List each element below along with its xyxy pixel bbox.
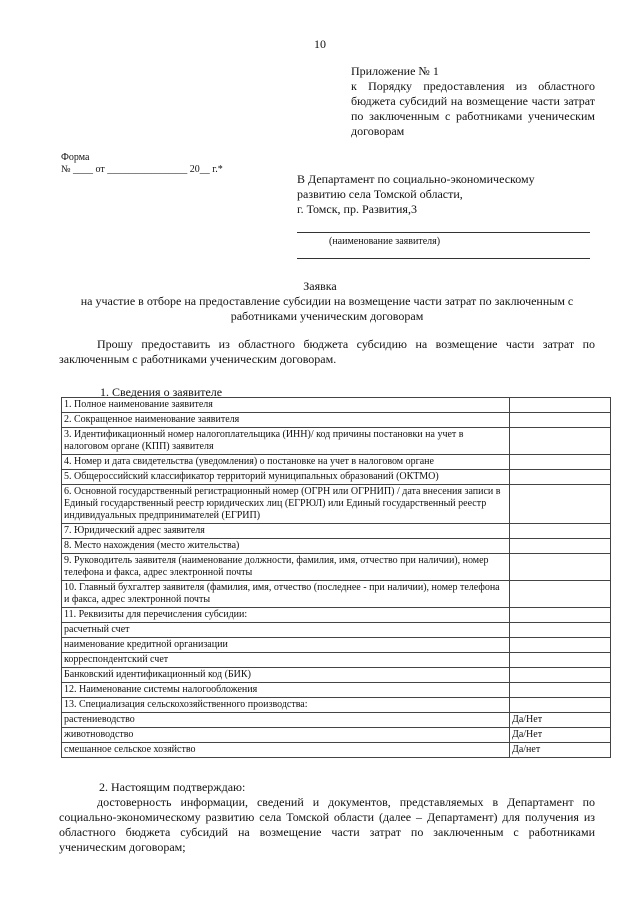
row-label: корреспондентский счет bbox=[62, 653, 510, 668]
row-label: 10. Главный бухгалтер заявителя (фамилия, имя, отчество (последнее - при наличии), номер телефона и факса, адрес электронной почты bbox=[62, 581, 510, 608]
table-row bbox=[62, 698, 611, 713]
row-label: 1. Полное наименование заявителя bbox=[62, 398, 510, 413]
table-row bbox=[62, 428, 611, 455]
applicant-name-caption: (наименование заявителя) bbox=[329, 236, 441, 247]
table-row bbox=[62, 413, 611, 428]
row-label: 2. Сокращенное наименование заявителя bbox=[62, 413, 510, 428]
row-label: 4. Номер и дата свидетельства (уведомления) о постановке на учет в налоговом органе bbox=[62, 455, 510, 470]
annex-title: Приложение № 1 bbox=[351, 64, 439, 78]
row-label: Банковский идентификационный код (БИК) bbox=[62, 668, 510, 683]
row-label: наименование кредитной организации bbox=[62, 638, 510, 653]
applicant-name-field-2[interactable] bbox=[297, 258, 590, 259]
table-row bbox=[62, 638, 611, 653]
request-paragraph: Прошу предоставить из областного бюджета субсидию на возмещение части затрат по заключенным с работниками ученическим договорам. bbox=[59, 337, 595, 366]
form-number-line: № ____ от ________________ 20__ г.* bbox=[61, 164, 223, 175]
table-row bbox=[62, 581, 611, 608]
row-value-cell[interactable] bbox=[510, 398, 611, 413]
confirmation-paragraph: достоверность информации, сведений и документов, представляемых в Департамент по социально-экономическому развитию села Томской области (далее – Департамент) для получения из областного бюджета субсидий на возмещение части затрат по заключенным с работниками ученическим договорам; bbox=[59, 795, 595, 854]
row-value-cell[interactable] bbox=[510, 668, 611, 683]
table-row bbox=[62, 653, 611, 668]
table-row bbox=[62, 485, 611, 524]
applicant-info-table bbox=[61, 397, 611, 758]
table-row bbox=[62, 623, 611, 638]
row-label: 9. Руководитель заявителя (наименование должности, фамилия, имя, отчество при наличии), номер телефона и факса, адрес электронной почты bbox=[62, 554, 510, 581]
table-row bbox=[62, 713, 611, 728]
table-row bbox=[62, 398, 611, 413]
row-value-cell[interactable] bbox=[510, 653, 611, 668]
row-label: 12. Наименование системы налогообложения bbox=[62, 683, 510, 698]
annex-body: к Порядку предоставления из областного бюджета субсидий на возмещение части затрат по заключенным с работниками ученическим договорам bbox=[351, 79, 595, 138]
row-value-cell[interactable] bbox=[510, 455, 611, 470]
addressee-line-2: развитию села Томской области, bbox=[297, 187, 463, 201]
row-value-cell[interactable] bbox=[510, 428, 611, 455]
row-value-cell[interactable] bbox=[510, 608, 611, 623]
row-label: 8. Место нахождения (место жительства) bbox=[62, 539, 510, 554]
section-1-title: 1. Сведения о заявителе bbox=[100, 385, 223, 399]
row-label: 13. Специализация сельскохозяйственного производства: bbox=[62, 698, 510, 713]
addressee-line-3: г. Томск, пр. Развития,3 bbox=[297, 202, 417, 216]
row-label: 3. Идентификационный номер налогоплательщика (ИНН)/ код причины постановки на учет в налоговом органе (КПП) заявителя bbox=[62, 428, 510, 455]
row-value-cell[interactable] bbox=[510, 539, 611, 554]
row-value-cell[interactable] bbox=[510, 623, 611, 638]
addressee-line-1: В Департамент по социально-экономическому bbox=[297, 172, 535, 186]
table-row bbox=[62, 608, 611, 623]
row-label: растениеводство bbox=[62, 713, 510, 728]
form-number-block bbox=[61, 152, 223, 176]
row-label: 5. Общероссийский классификатор территорий муниципальных образований (ОКТМО) bbox=[62, 470, 510, 485]
table-row bbox=[62, 668, 611, 683]
form-label: Форма bbox=[61, 152, 90, 163]
row-value-cell[interactable] bbox=[510, 524, 611, 539]
row-value-cell[interactable]: Да/Нет bbox=[510, 713, 611, 728]
section-2-title: 2. Настоящим подтверждаю: bbox=[99, 780, 246, 794]
row-value-cell[interactable] bbox=[510, 413, 611, 428]
row-value-cell[interactable]: Да/Нет bbox=[510, 728, 611, 743]
document-subtitle: на участие в отборе на предоставление субсидии на возмещение части затрат по заключенным с работниками ученическим договорам bbox=[80, 294, 574, 323]
row-label: 11. Реквизиты для перечисления субсидии: bbox=[62, 608, 510, 623]
row-value-cell[interactable] bbox=[510, 581, 611, 608]
row-label: 6. Основной государственный регистрационный номер (ОГРН или ОГРНИП) / дата внесения записи в Единый государственный реестр юридических лиц (ЕГРЮЛ) или Единый государственный реестр индивидуальных предпринимателей (ЕГРИП) bbox=[62, 485, 510, 524]
row-label: смешанное сельское хозяйство bbox=[62, 743, 510, 758]
table-row bbox=[62, 455, 611, 470]
row-value-cell[interactable] bbox=[510, 683, 611, 698]
table-row bbox=[62, 554, 611, 581]
document-title: Заявка bbox=[303, 279, 337, 293]
row-label: расчетный счет bbox=[62, 623, 510, 638]
table-row bbox=[62, 539, 611, 554]
row-value-cell[interactable] bbox=[510, 554, 611, 581]
row-value-cell[interactable] bbox=[510, 470, 611, 485]
row-value-cell[interactable]: Да/нет bbox=[510, 743, 611, 758]
row-label: животноводство bbox=[62, 728, 510, 743]
row-value-cell[interactable] bbox=[510, 698, 611, 713]
table-row bbox=[62, 470, 611, 485]
table-row bbox=[62, 728, 611, 743]
row-value-cell[interactable] bbox=[510, 485, 611, 524]
row-label: 7. Юридический адрес заявителя bbox=[62, 524, 510, 539]
table-row bbox=[62, 743, 611, 758]
applicant-name-field[interactable] bbox=[297, 232, 590, 233]
page-number: 10 bbox=[314, 37, 326, 51]
annex-header bbox=[351, 64, 595, 139]
table-row bbox=[62, 524, 611, 539]
row-value-cell[interactable] bbox=[510, 638, 611, 653]
addressee-block bbox=[297, 172, 597, 217]
table-row bbox=[62, 683, 611, 698]
